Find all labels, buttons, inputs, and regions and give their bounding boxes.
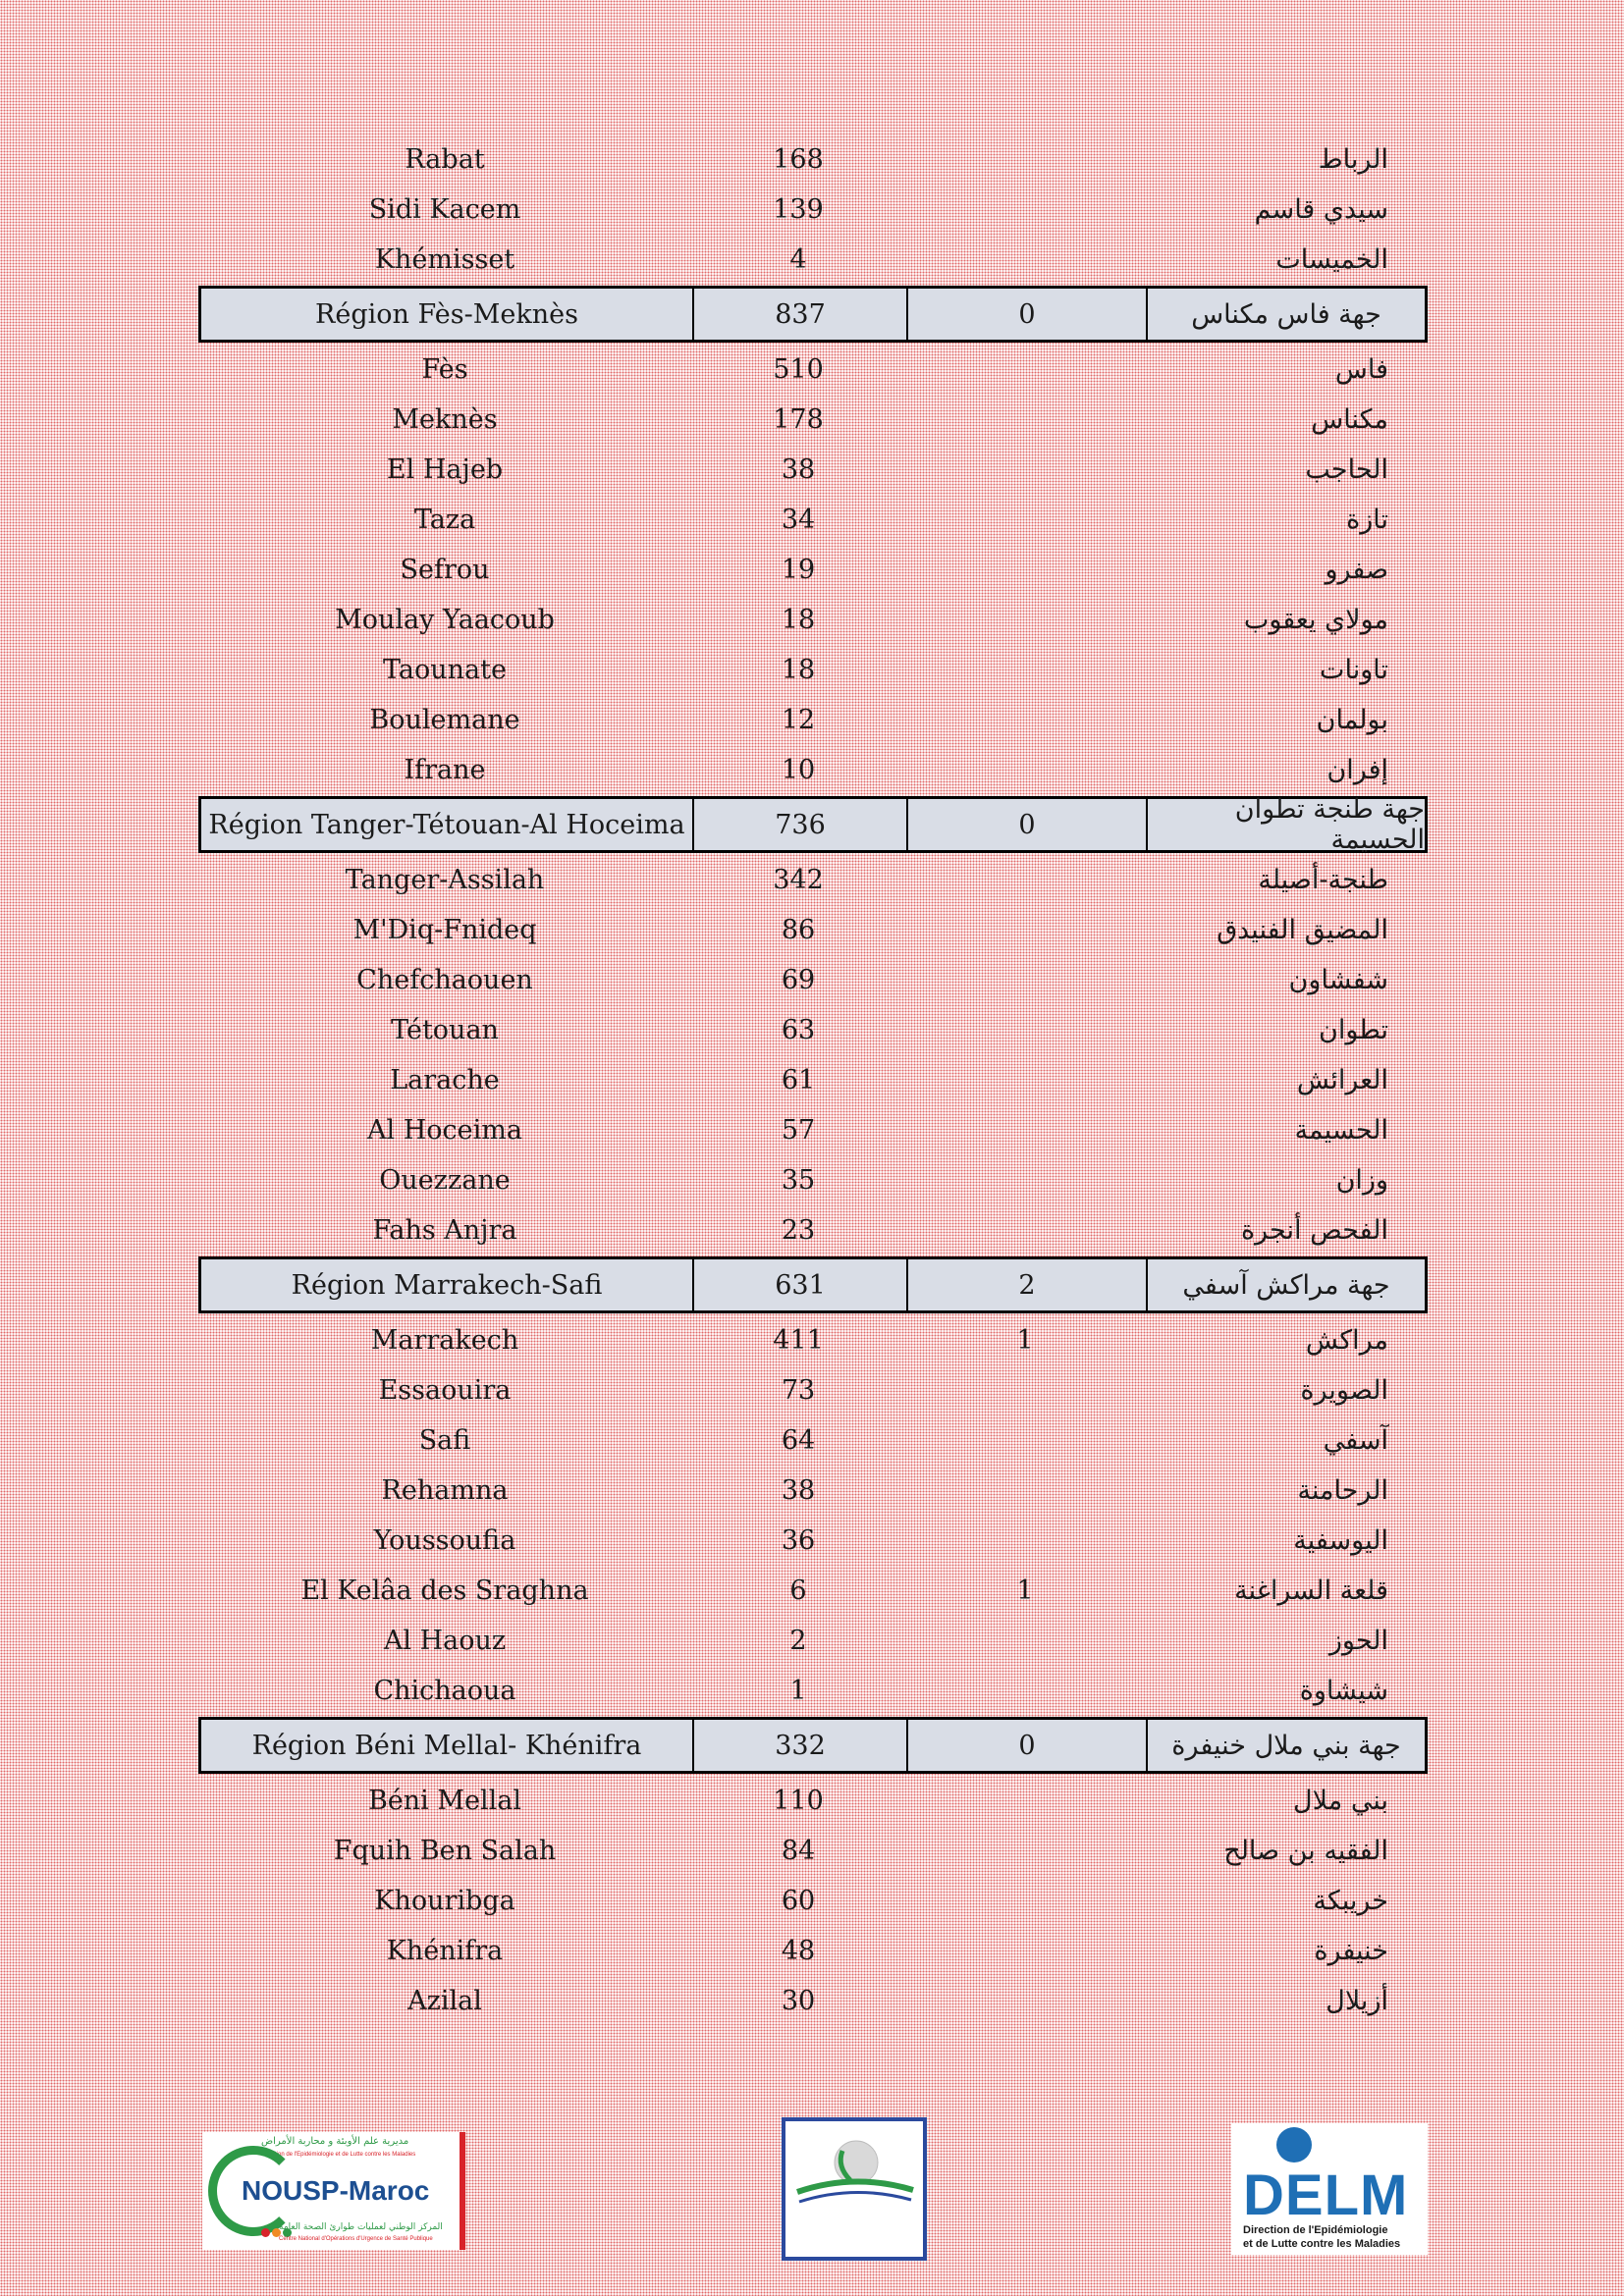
name-ar-cell: الصويرة (1300, 1375, 1388, 1406)
nousp-maroc-logo (202, 2132, 465, 2250)
table-row (198, 545, 1428, 595)
cases-table (198, 134, 1428, 2026)
region-header-row (198, 1256, 1428, 1313)
name-fr-cell: Fquih Ben Salah (333, 1836, 557, 1866)
name-ar-cell: بني ملال (1293, 1786, 1388, 1816)
table-row (198, 345, 1428, 395)
deaths-cell: 1 (1016, 1575, 1034, 1606)
cases-cell: 178 (773, 404, 824, 435)
cases-cell: 18 (781, 655, 816, 685)
name-ar-cell: الرباط (1318, 144, 1388, 175)
cases-cell: 510 (773, 354, 824, 385)
table-row (198, 134, 1428, 185)
table-row (198, 1976, 1428, 2026)
name-fr-cell: El Hajeb (386, 454, 504, 485)
name-ar-cell: شفشاون (1288, 965, 1388, 995)
cases-cell: 61 (781, 1065, 816, 1095)
name-ar-cell: وزان (1335, 1165, 1388, 1196)
delm-dot-icon (1276, 2127, 1312, 2163)
table-row (198, 1365, 1428, 1415)
name-ar-cell: إفران (1326, 755, 1388, 785)
cases-cell: 1 (789, 1676, 807, 1706)
cases-cell: 110 (773, 1786, 824, 1816)
table-row (198, 1566, 1428, 1616)
name-fr-cell: Béni Mellal (367, 1786, 522, 1816)
name-ar-cell: آسفي (1323, 1425, 1388, 1456)
name-fr-cell: Marrakech (370, 1325, 519, 1356)
name-ar-cell: جهة مراكش آسفي (1182, 1269, 1390, 1301)
cases-cell: 411 (773, 1325, 824, 1356)
name-ar-cell: الحسيمة (1294, 1115, 1388, 1146)
logo-french-line1: Direction de l'Epidémiologie et de Lutte contre les Maladies (261, 2152, 416, 2158)
name-ar-cell: جهة بني ملال خنيفرة (1171, 1730, 1401, 1761)
cases-cell: 30 (781, 1986, 816, 2016)
cases-cell: 19 (781, 555, 816, 585)
cases-cell: 35 (781, 1165, 816, 1196)
ministry-emblem-logo (782, 2117, 927, 2261)
table-row (198, 1055, 1428, 1105)
cases-cell: 18 (781, 605, 816, 635)
table-row (198, 1466, 1428, 1516)
table-row (198, 1876, 1428, 1926)
logo-french-line2: Centre National d'Opérations d'Urgence de Santé Publique (279, 2236, 433, 2242)
name-ar-cell: مكناس (1311, 404, 1388, 435)
logo-arabic-line2: المركز الوطني لعمليات طوارئ الصحة العامة (279, 2222, 443, 2232)
delm-subtitle-line2: et de Lutte contre les Maladies (1243, 2238, 1401, 2250)
cases-cell: 6 (789, 1575, 807, 1606)
cases-cell: 38 (781, 454, 816, 485)
name-ar-cell: الحوز (1328, 1626, 1388, 1656)
name-fr-cell: Rabat (405, 144, 485, 175)
table-row (198, 445, 1428, 495)
name-fr-cell: Région Marrakech-Safi (201, 1259, 694, 1310)
name-fr-cell: Essaouira (378, 1375, 512, 1406)
logo-arabic-line1: مديرية علم الأوبئة و محاربة الأمراض (261, 2136, 409, 2147)
name-fr-cell: Sefrou (400, 555, 490, 585)
name-fr-cell: Safi (418, 1425, 471, 1456)
table-row (198, 1105, 1428, 1155)
table-row (198, 1155, 1428, 1205)
name-ar-cell: فاس (1334, 354, 1388, 385)
cases-cell: 84 (781, 1836, 816, 1866)
name-ar-cell: تاونات (1320, 655, 1388, 685)
name-fr-cell: Boulemane (369, 705, 520, 735)
name-fr-cell: Chichaoua (373, 1676, 516, 1706)
cases-cell: 48 (781, 1936, 816, 1966)
name-fr-cell: Rehamna (381, 1475, 509, 1506)
deaths-cell: 2 (908, 1259, 1148, 1310)
cases-cell: 332 (694, 1720, 908, 1771)
name-fr-cell: Taounate (383, 655, 507, 685)
region-header-row (198, 286, 1428, 343)
cases-cell: 168 (773, 144, 824, 175)
name-ar-cell: قلعة السراغنة (1234, 1575, 1388, 1606)
table-row (198, 1776, 1428, 1826)
name-ar-cell: تطوان (1319, 1015, 1388, 1045)
name-ar-cell: صفرو (1325, 555, 1388, 585)
name-fr-cell: Région Fès-Meknès (201, 289, 694, 340)
name-ar-cell: العرائش (1296, 1065, 1388, 1095)
cases-cell: 34 (781, 505, 816, 535)
name-ar-cell: تازة (1346, 505, 1388, 535)
table-row (198, 1205, 1428, 1255)
table-row (198, 1616, 1428, 1666)
name-fr-cell: Taza (413, 505, 476, 535)
delm-logo (1231, 2123, 1428, 2255)
cases-cell: 36 (781, 1525, 816, 1556)
name-fr-cell: Meknès (392, 404, 498, 435)
name-fr-cell: Azilal (407, 1986, 482, 2016)
cases-cell: 86 (781, 915, 816, 945)
region-header-row (198, 1717, 1428, 1774)
name-ar-cell: الفحص أنجرة (1241, 1215, 1388, 1246)
name-fr-cell: Sidi Kacem (368, 194, 521, 225)
name-fr-cell: Fès (421, 354, 468, 385)
deaths-cell: 0 (908, 1720, 1148, 1771)
name-fr-cell: Al Hoceima (367, 1115, 522, 1146)
table-row (198, 1826, 1428, 1876)
region-header-row (198, 796, 1428, 853)
cases-cell: 69 (781, 965, 816, 995)
table-row (198, 1005, 1428, 1055)
name-ar-cell: الحاجب (1305, 454, 1388, 485)
table-row (198, 905, 1428, 955)
table-row (198, 1666, 1428, 1716)
cases-cell: 73 (781, 1375, 816, 1406)
deaths-cell: 1 (1016, 1325, 1034, 1356)
name-fr-cell: Tétouan (391, 1015, 499, 1045)
table-row (198, 955, 1428, 1005)
name-ar-cell: خريبكة (1313, 1886, 1388, 1916)
name-fr-cell: Youssoufia (373, 1525, 516, 1556)
name-fr-cell: Moulay Yaacoub (335, 605, 555, 635)
name-ar-cell: جهة فاس مكناس (1191, 298, 1381, 330)
name-ar-cell: جهة طنجة تطوان الحسيمة (1234, 794, 1425, 855)
cases-cell: 23 (781, 1215, 816, 1246)
table-row (198, 235, 1428, 285)
delm-wordmark: DELM (1243, 2163, 1409, 2227)
cases-cell: 38 (781, 1475, 816, 1506)
name-fr-cell: Région Béni Mellal- Khénifra (201, 1720, 694, 1771)
name-ar-cell: طنجة-أصيلة (1258, 865, 1388, 895)
table-row (198, 395, 1428, 445)
cases-cell: 60 (781, 1886, 816, 1916)
cases-cell: 631 (694, 1259, 908, 1310)
name-ar-cell: خنيفرة (1314, 1936, 1388, 1966)
cases-cell: 2 (789, 1626, 807, 1656)
name-fr-cell: Al Haouz (383, 1626, 507, 1656)
name-ar-cell: الرحامنة (1297, 1475, 1388, 1506)
table-row (198, 645, 1428, 695)
name-ar-cell: بولمان (1316, 705, 1388, 735)
emblem-icon (785, 2121, 923, 2257)
name-fr-cell: M'Diq-Fnideq (352, 915, 537, 945)
table-row (198, 495, 1428, 545)
name-fr-cell: Larache (390, 1065, 500, 1095)
deaths-cell: 0 (908, 289, 1148, 340)
logo-name: NOUSP-Maroc (242, 2175, 430, 2206)
name-fr-cell: Région Tanger-Tétouan-Al Hoceima (201, 799, 694, 850)
name-fr-cell: Khénifra (386, 1936, 504, 1966)
cases-cell: 10 (781, 755, 816, 785)
name-fr-cell: Ifrane (404, 755, 486, 785)
table-row (198, 695, 1428, 745)
name-ar-cell: مولاي يعقوب (1243, 605, 1388, 635)
cases-cell: 64 (781, 1425, 816, 1456)
table-row (198, 1926, 1428, 1976)
table-row (198, 1415, 1428, 1466)
table-row (198, 1315, 1428, 1365)
cases-cell: 12 (781, 705, 816, 735)
table-row (198, 1516, 1428, 1566)
deaths-cell: 0 (908, 799, 1148, 850)
name-fr-cell: Tanger-Assilah (345, 865, 545, 895)
table-row (198, 595, 1428, 645)
name-ar-cell: شيشاوة (1299, 1676, 1388, 1706)
table-row (198, 745, 1428, 795)
delm-subtitle-line1: Direction de l'Epidémiologie (1243, 2224, 1388, 2236)
cases-cell: 342 (773, 865, 824, 895)
cases-cell: 63 (781, 1015, 816, 1045)
name-fr-cell: El Kelâa des Sraghna (300, 1575, 589, 1606)
table-row (198, 185, 1428, 235)
name-fr-cell: Fahs Anjra (372, 1215, 517, 1246)
cases-cell: 4 (789, 244, 807, 275)
cases-cell: 139 (773, 194, 824, 225)
name-ar-cell: الخميسات (1275, 244, 1388, 275)
cases-cell: 57 (781, 1115, 816, 1146)
name-ar-cell: مراكش (1305, 1325, 1388, 1356)
name-fr-cell: Khouribga (374, 1886, 515, 1916)
name-ar-cell: اليوسفية (1293, 1525, 1388, 1556)
name-ar-cell: أزيلال (1326, 1986, 1388, 2016)
name-fr-cell: Chefchaouen (356, 965, 533, 995)
cases-cell: 736 (694, 799, 908, 850)
name-fr-cell: Ouezzane (379, 1165, 511, 1196)
cases-cell: 837 (694, 289, 908, 340)
name-ar-cell: المضيق الفنيدق (1217, 915, 1388, 945)
name-fr-cell: Khémisset (374, 244, 515, 275)
name-ar-cell: سيدي قاسم (1254, 194, 1388, 225)
table-row (198, 855, 1428, 905)
name-ar-cell: الفقيه بن صالح (1223, 1836, 1388, 1866)
